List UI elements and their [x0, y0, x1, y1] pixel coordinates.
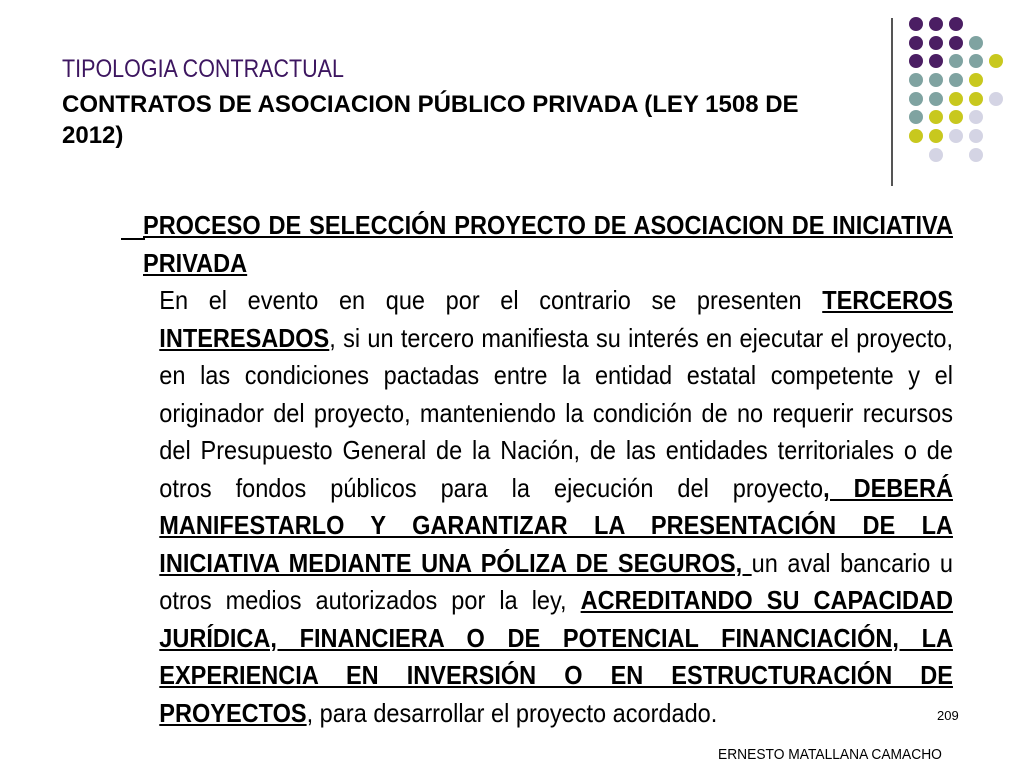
emphasis-deberá: , DEBERÁ MANIFESTARLO Y GARANTIZAR LA PRESENTACIÓN DE LA INICIATIVA MEDIANTE UNA PÓLIZA DE SEGUROS,	[159, 472, 953, 578]
slide-body	[143, 207, 953, 732]
slide-supertitle: TIPOLOGIA CONTRACTUAL	[62, 55, 344, 83]
section-heading: PROCESO DE SELECCIÓN PROYECTO DE ASOCIACION DE INICIATIVA PRIVADA	[143, 210, 953, 278]
paragraph-text-3: un aval bancario u otros medios autorizados por la ley,	[159, 547, 953, 615]
page-number: 209	[937, 708, 959, 723]
body-paragraph	[143, 282, 953, 732]
footer-author: ERNESTO MATALLANA CAMACHO	[718, 746, 942, 763]
decorative-dot-grid	[0, 0, 1024, 200]
emphasis-terceros: TERCEROS INTERESADOS	[159, 285, 953, 353]
heading-underline-lead	[121, 238, 145, 240]
vertical-divider	[891, 18, 893, 186]
paragraph-text-4: , para desarrollar el proyecto acordado.	[306, 697, 718, 728]
slide-title: CONTRATOS DE ASOCIACION PÚBLICO PRIVADA (LEY 1508 DE 2012)	[62, 91, 799, 149]
emphasis-acreditando: ACREDITANDO SU CAPACIDAD JURÍDICA, FINANCIERA O DE POTENCIAL FINANCIACIÓN, LA EXPERIENCIA EN INVERSIÓN O EN ESTRUCTURACIÓN DE PROYECTOS	[159, 585, 953, 728]
paragraph-text-2: , si un tercero manifiesta su interés en ejecutar el proyecto, en las condiciones pactadas entre la entidad estatal competente y el originador del proyecto, manteniendo la condición de no requerir recursos del Presupuesto General de la Nación, de las entidades territoriales o de otros fondos públicos para la ejecución del proyecto	[159, 322, 953, 503]
paragraph-text-1: En el evento en que por el contrario se presenten	[159, 285, 823, 315]
